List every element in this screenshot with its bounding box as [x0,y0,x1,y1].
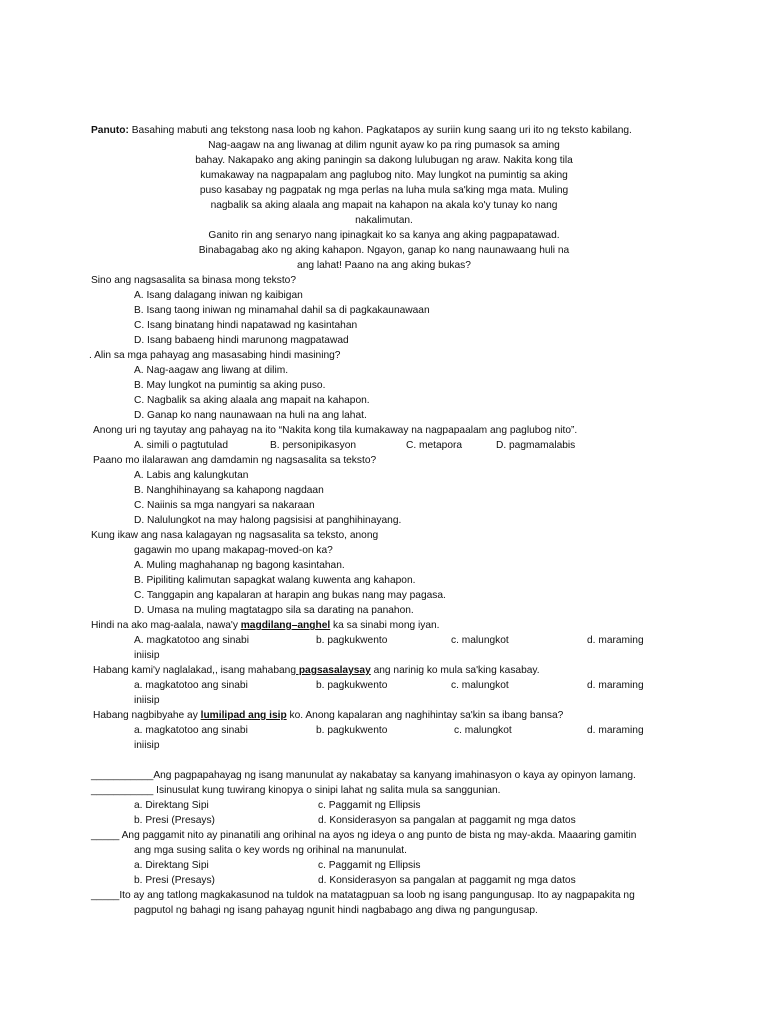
passage-line: ang lahat! Paano na ang aking bukas? [297,260,471,271]
directions [91,124,632,137]
q3-choice-d: D. pagmamalabis [496,440,576,451]
passage-line: Binabagabag ako ng aking kahapon. Ngayon, ganap ko nang naunawaang huli na [198,245,570,256]
q8-choice-d-wrap: iniisip [134,740,160,751]
q2-choice-d: D. Ganap ko nang naunawaan na huli na ang lahat. [134,410,367,421]
blank-item-3 [91,829,636,842]
passage-line: bahay. Nakapako ang aking paningin sa dakong lulubugan ng araw. Nakita kong tila [195,155,573,166]
q8-text-end: ko. Anong kapalaran ang naghihintay sa'kin sa ibang bansa? [286,710,564,721]
q8-choice-d: d. maraming [587,725,644,736]
passage-line: Nag-aagaw na ang liwanag at dilim ngunit ayaw ko pa ring pumasok sa aming [208,140,560,151]
passage-line: nakalimutan. [355,215,413,226]
question-3: Anong uri ng tayutay ang pahayag na ito “Nakita kong tila kumakaway na nagpapaalam ang paglubog nito”. [93,425,578,436]
q4-choice-b: B. Nanghihinayang sa kahapong nagdaan [134,485,324,496]
question-8 [93,709,563,722]
blank-item-2-text: Isinusulat kung tuwirang kinopya o sinipi lahat ng salita mula sa sanggunian. [153,785,501,796]
passage-line: kumakaway na nagpapalam ang paglubog nito. May lungkot na pumintig sa aking [200,170,568,181]
directions-text: Basahing mabuti ang tekstong nasa loob ng kahon. Pagkatapos ay suriin kung saang uri ito ng teksto kabilang. [131,125,632,136]
question-5: Kung ikaw ang nasa kalagayan ng nagsasalita sa teksto, anong [91,530,379,541]
q1-choice-c: C. Isang binatang hindi napatawad ng kasintahan [134,320,358,331]
question-4: Paano mo ilalarawan ang damdamin ng nagsasalita sa teksto? [93,455,377,466]
q7-text-end: ang narinig ko mula sa'king kasabay. [370,665,540,676]
q6-text: Hindi na ako mag-aalala, nawa'y [91,620,241,631]
q4-choice-d: D. Nalulungkot na may halong pagsisisi at panghihinayang. [134,515,402,526]
q6-choice-d: d. maraming [587,635,644,646]
q8-highlight: lumilipad ang isip [200,710,287,721]
answer-blank: ___________ [91,770,154,781]
answer-blank: _____ [91,830,120,841]
blank-item-4-text: Ito ay ang tatlong magkakasunod na tuldok na matatagpuan sa loob ng isang pangungusap. Ito ay nagpapakita ng [119,890,635,901]
q7-text: Habang kami'y naglalakad,, isang mahabang [93,665,296,676]
blank2-choice-d: d. Konsiderasyon sa pangalan at paggamit ng mga datos [318,815,576,826]
q6-text-end: ka sa sinabi mong iyan. [330,620,440,631]
q7-highlight: pagsasalaysay [296,665,371,676]
question-5-cont: gagawin mo upang makapag-moved-on ka? [134,545,333,556]
q3-choice-a: A. simili o pagtutulad [134,440,229,451]
blank3-choice-c: c. Paggamit ng Ellipsis [318,860,421,871]
q5-choice-c: C. Tanggapin ang kapalaran at harapin ang bukas nang may pagasa. [134,590,446,601]
q7-choice-b: b. pagkukwento [316,680,388,691]
blank-item-3-text: Ang paggamit nito ay pinanatili ang orihinal na ayos ng ideya o ang punto de bista ng may-akda. Maaaring gamitin [119,830,637,841]
blank-item-4-cont: pagputol ng bahagi ng isang pahayag ngunit hindi nagbabago ang diwa ng pangungusap. [134,905,538,916]
q7-choice-c: c. malungkot [451,680,509,691]
question-1: Sino ang nagsasalita sa binasa mong teksto? [91,275,297,286]
blank-item-1 [91,769,636,782]
blank2-choice-a: a. Direktang Sipi [134,800,209,811]
q7-choice-a: a. magkatotoo ang sinabi [134,680,248,691]
q5-choice-a: A. Muling maghahanap ng bagong kasintahan. [134,560,345,571]
passage-line: nagbalik sa aking alaala ang mapait na kahapon na akala ko'y tunay ko nang [210,200,558,211]
q3-choice-b: B. personipikasyon [270,440,357,451]
answer-blank: ___________ [91,785,154,796]
blank2-choice-c: c. Paggamit ng Ellipsis [318,800,421,811]
q2-choice-b: B. May lungkot na pumintig sa aking puso. [134,380,326,391]
q1-choice-a: A. Isang dalagang iniwan ng kaibigan [134,290,303,301]
q5-choice-b: B. Pipiliting kalimutan sapagkat walang kuwenta ang kahapon. [134,575,416,586]
q6-choice-c: c. malungkot [451,635,509,646]
blank3-choice-a: a. Direktang Sipi [134,860,209,871]
q8-choice-c: c. malungkot [454,725,512,736]
q6-choice-d-wrap: iniisip [134,650,160,661]
q5-choice-d: D. Umasa na muling magtatagpo sila sa darating na panahon. [134,605,414,616]
q6-choice-b: b. pagkukwento [316,635,388,646]
q7-choice-d-wrap: iniisip [134,695,160,706]
blank-item-1-text: Ang pagpapahayag ng isang manunulat ay nakabatay sa kanyang imahinasyon o kaya ay opinyon lamang. [153,770,636,781]
question-2: . Alin sa mga pahayag ang masasabing hindi masining? [89,350,341,361]
passage-line: puso kasabay ng pagpatak ng mga perlas na luha mula sa'king mga mata. Muling [199,185,569,196]
q7-choice-d: d. maraming [587,680,644,691]
blank2-choice-b: b. Presi (Presays) [134,815,215,826]
q1-choice-b: B. Isang taong iniwan ng minamahal dahil sa di pagkakaunawaan [134,305,430,316]
q6-highlight: magdilang–anghel [240,620,331,631]
q8-choice-b: b. pagkukwento [316,725,388,736]
q8-choice-a: a. magkatotoo ang sinabi [134,725,248,736]
blank3-choice-b: b. Presi (Presays) [134,875,215,886]
q4-choice-c: C. Naiinis sa mga nangyari sa nakaraan [134,500,315,511]
directions-label: Panuto: [91,125,129,136]
q2-choice-c: C. Nagbalik sa aking alaala ang mapait na kahapon. [134,395,370,406]
q2-choice-a: A. Nag-aagaw ang liwang at dilim. [134,365,289,376]
passage-line: Ganito rin ang senaryo nang ipinagkait ko sa kanya ang aking pagpapatawad. [208,230,560,241]
q6-choice-a: A. magkatotoo ang sinabi [134,635,249,646]
q3-choice-c: C. metapora [406,440,463,451]
blank3-choice-d: d. Konsiderasyon sa pangalan at paggamit ng mga datos [318,875,576,886]
q4-choice-a: A. Labis ang kalungkutan [134,470,249,481]
blank-item-3-cont: ang mga susing salita o key words ng orihinal na manunulat. [134,845,407,856]
question-6 [91,619,440,632]
answer-blank: _____ [91,890,120,901]
q8-text: Habang nagbibyahe ay [93,710,201,721]
blank-item-2 [91,784,500,797]
q1-choice-d: D. Isang babaeng hindi marunong magpatawad [134,335,349,346]
question-7 [93,664,540,677]
blank-item-4 [91,889,635,902]
